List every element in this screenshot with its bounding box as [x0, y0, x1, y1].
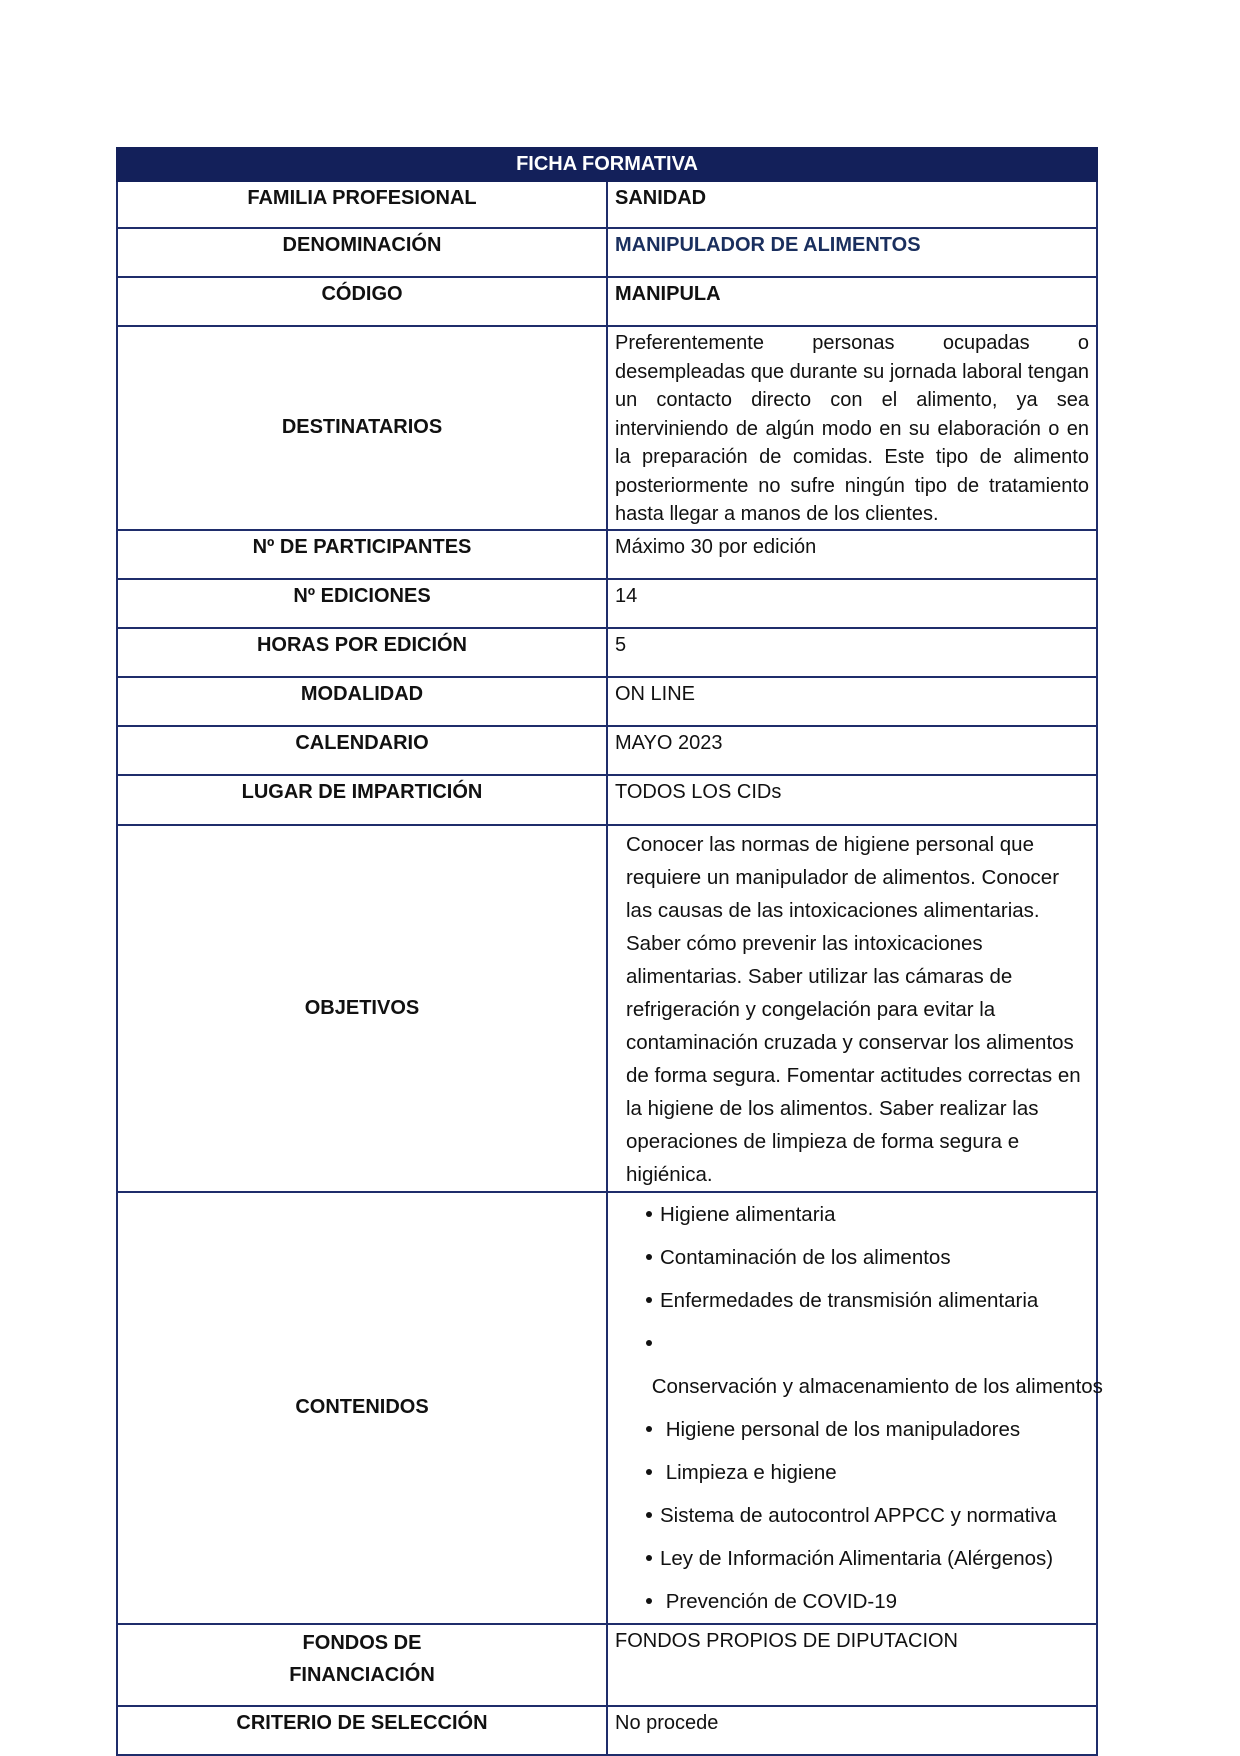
table-header-row: [117, 148, 1097, 181]
table-row: [117, 228, 1097, 277]
bullet-icon: [646, 1512, 652, 1518]
list-item: Higiene personal de los manipuladores: [646, 1408, 1096, 1451]
row-label-horas: HORAS POR EDICIÓN: [117, 628, 607, 677]
table-row: [117, 326, 1097, 530]
bullet-icon: [646, 1254, 652, 1260]
table-row: [117, 775, 1097, 825]
row-label-familia: FAMILIA PROFESIONAL: [117, 181, 607, 228]
bullet-icon: [646, 1426, 652, 1432]
row-label-ediciones: Nº EDICIONES: [117, 579, 607, 628]
row-value-participantes: Máximo 30 por edición: [607, 530, 1097, 579]
row-value-calendario: MAYO 2023: [607, 726, 1097, 775]
table-row: [117, 726, 1097, 775]
row-label-calendario: CALENDARIO: [117, 726, 607, 775]
bullet-icon: [646, 1340, 652, 1346]
bullet-icon: [646, 1555, 652, 1561]
row-label-codigo: CÓDIGO: [117, 277, 607, 326]
row-value-modalidad: ON LINE: [607, 677, 1097, 726]
list-item: Higiene alimentaria: [646, 1193, 1096, 1236]
bullet-icon: [646, 1297, 652, 1303]
list-item: Prevención de COVID-19: [646, 1580, 1096, 1623]
list-item: Conservación y almacenamiento de los alimentos: [646, 1322, 1096, 1408]
list-item: Enfermedades de transmisión alimentaria: [646, 1279, 1096, 1322]
row-value-fondos: FONDOS PROPIOS DE DIPUTACION: [607, 1624, 1097, 1706]
row-value-ediciones: 14: [607, 579, 1097, 628]
table-row: [117, 530, 1097, 579]
table-row: [117, 1624, 1097, 1706]
table-row: [117, 825, 1097, 1192]
row-label-lugar: LUGAR DE IMPARTICIÓN: [117, 775, 607, 825]
row-value-contenidos: [607, 1192, 1103, 1624]
row-value-familia: SANIDAD: [607, 181, 1097, 228]
ficha-formativa-document: [116, 147, 1103, 1756]
bullet-icon: [646, 1469, 652, 1475]
row-value-codigo: MANIPULA: [607, 277, 1097, 326]
row-label-denominacion: DENOMINACIÓN: [117, 228, 607, 277]
row-value-criterio: No procede: [607, 1706, 1097, 1755]
list-item: Ley de Información Alimentaria (Alérgenos): [646, 1537, 1096, 1580]
row-label-fondos: FONDOS DE FINANCIACIÓN: [117, 1624, 607, 1706]
table-row: [117, 181, 1097, 228]
bullet-icon: [646, 1598, 652, 1604]
list-item: Limpieza e higiene: [646, 1451, 1096, 1494]
bullet-icon: [646, 1211, 652, 1217]
row-value-denominacion: MANIPULADOR DE ALIMENTOS: [607, 228, 1097, 277]
table-row: [117, 579, 1097, 628]
row-label-destinatarios: DESTINATARIOS: [117, 326, 607, 530]
row-value-lugar: TODOS LOS CIDs: [607, 775, 1097, 825]
row-value-objetivos: Conocer las normas de higiene personal que requiere un manipulador de alimentos. Conocer las causas de las intoxicaciones alimentarias. Saber cómo prevenir las intoxicaciones alimentarias. Saber utilizar las cámaras de refrigeración y congelación para evitar la contaminación cruzada y conservar los alimentos de forma segura. Fomentar actitudes correctas en la higiene de los alimentos. Saber realizar las operaciones de limpieza de forma segura e higiénica.: [607, 825, 1097, 1192]
table-title: FICHA FORMATIVA: [117, 148, 1097, 181]
row-label-modalidad: MODALIDAD: [117, 677, 607, 726]
table-row: [117, 277, 1097, 326]
table-row: [117, 1706, 1097, 1755]
list-item: Sistema de autocontrol APPCC y normativa: [646, 1494, 1096, 1537]
ficha-table: [116, 147, 1103, 1756]
row-label-contenidos: CONTENIDOS: [117, 1192, 607, 1624]
list-item: Contaminación de los alimentos: [646, 1236, 1096, 1279]
row-value-destinatarios: Preferentemente personas ocupadas o desempleadas que durante su jornada laboral tengan un contacto directo con el alimento, ya sea interviniendo de algún modo en su elaboración o en la preparación de comidas. Este tipo de alimento posteriormente no sufre ningún tipo de tratamiento hasta llegar a manos de los clientes.: [607, 326, 1097, 530]
table-row: [117, 628, 1097, 677]
row-label-criterio: CRITERIO DE SELECCIÓN: [117, 1706, 607, 1755]
contenidos-list: [608, 1193, 1103, 1623]
table-row: [117, 1192, 1097, 1624]
row-value-horas: 5: [607, 628, 1097, 677]
row-label-objetivos: OBJETIVOS: [117, 825, 607, 1192]
table-row: [117, 677, 1097, 726]
row-label-participantes: Nº DE PARTICIPANTES: [117, 530, 607, 579]
